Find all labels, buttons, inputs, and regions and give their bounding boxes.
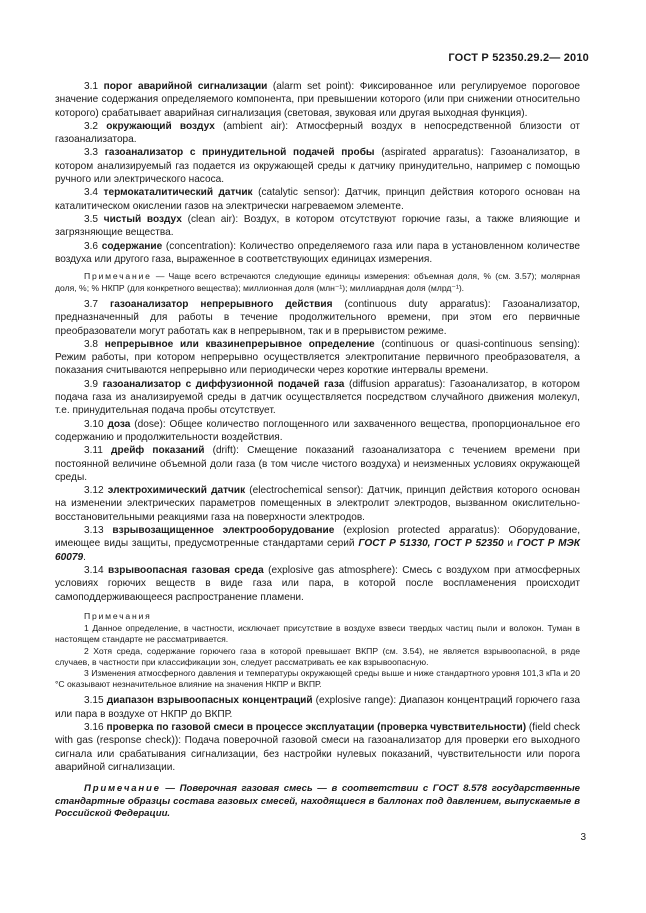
clause-number: 3.2 <box>84 120 107 132</box>
term: содержание <box>101 240 163 252</box>
definition-text: (concentration): Количество определяемого газа или пара в установленном количестве воздуха или другого газа, выраженное в соответствующих единицах измерения. <box>55 240 580 265</box>
page-number: 3 <box>580 832 586 843</box>
standard-reference: ГОСТ Р МЭК 60079 <box>55 538 580 563</box>
clause-number: 3.7 <box>84 298 110 310</box>
definition-3-13 <box>55 524 580 564</box>
document-body <box>55 80 580 820</box>
note-label: Примечание <box>84 783 161 795</box>
definition-text: (explosion protected apparatus): Оборудование, имеющее виды защиты, предусмотренные стандартами серий <box>55 525 581 550</box>
standard-reference: ГОСТ Р 51330, ГОСТ Р 52350 <box>358 538 504 550</box>
note-item: 3 Изменения атмосферного давления и температуры окружающей среды выше и ниже стандартного уровня 101,3 кПа и 20 °С оказывают незначительное влияние на значения НКПР и ВКПР. <box>55 668 580 690</box>
clause-number: 3.10 <box>84 418 108 430</box>
definition-text: и <box>503 538 517 550</box>
definition-3-12 <box>55 484 580 524</box>
clause-number: 3.15 <box>84 695 107 707</box>
definition-3-6 <box>55 240 580 267</box>
clause-number: 3.8 <box>84 338 105 350</box>
term: термокаталитический датчик <box>103 187 253 199</box>
definition-text: (aspirated apparatus): Газоанализатор, в котором анализируемый газ подается из окружающей среды к датчику принудительно, например с помощью ручного или электрического насоса. <box>55 147 580 186</box>
definition-3-4 <box>55 186 580 213</box>
term: диапазон взрывоопасных концентраций <box>106 695 313 707</box>
definition-text: (ambient air): Атмосферный воздух в непосредственной близости от газоанализатора. <box>55 120 581 146</box>
definition-3-7 <box>55 298 580 338</box>
definition-text: (diffusion apparatus): Газоанализатор, в котором подача газа из анализируемой среды в датчик осуществляется посредством случайного движения молекул, т.е. принудительная подача пробы отсутствует. <box>55 378 580 417</box>
term: порог аварийной сигнализации <box>103 81 268 92</box>
definition-3-1 <box>55 80 580 120</box>
clause-number: 3.16 <box>84 722 107 734</box>
term: доза <box>107 418 131 430</box>
note-calibration-gas <box>55 783 580 820</box>
definition-text: (dose): Общее количество поглощенного или захваченного вещества, пропорциональное его содержанию и продолжительности воздействия. <box>55 418 580 443</box>
definition-text: (drift): Смещение показаний газоанализатора с течением времени при постоянной величине объемной доли газа (в том числе чистого воздуха) и неизменных условиях окружающей среды. <box>55 445 580 483</box>
definition-3-3 <box>55 146 580 186</box>
definition-3-9 <box>55 378 580 418</box>
note-label: Примечание <box>84 271 152 282</box>
definition-text: (electrochemical sensor): Датчик, принцип действия которого основан на изменении электрических параметров помещенных в электролит электродов, вызванном окислительно-восстановительными реакциями газа на поверхности электродов. <box>55 485 580 523</box>
definition-3-2 <box>55 120 580 147</box>
term: чистый воздух <box>103 213 182 225</box>
term: дрейф показаний <box>111 445 205 457</box>
term: электрохимический датчик <box>107 485 246 497</box>
note-item: 1 Данное определение, в частности, исключает присутствие в воздухе взвеси твердых частиц пыли и волокон. Туман в настоящем стандарте не рассматривается. <box>55 623 580 645</box>
note-text: — Поверочная газовая смесь — в соответствии с ГОСТ 8.578 государственные стандартные образцы состава газовых смесей, находящиеся в баллонах под давлением, выпускаемые в Российской Федерации. <box>55 783 580 820</box>
definition-text: (explosive gas atmosphere): Смесь с воздухом при атмосферных условиях горючих веществ в виде газа или пара, в которой после воспламенения происходит самоподдерживающееся распространение пламени. <box>55 564 580 603</box>
clause-number: 3.3 <box>84 147 105 159</box>
definition-3-8 <box>55 338 580 378</box>
term: взрывоопасная газовая среда <box>107 564 264 576</box>
term: газоанализатор с принудительной подачей пробы <box>104 147 375 159</box>
definition-text: (clean air): Воздух, в котором отсутствуют горючие газы, а также влияющие и загрязняющие вещества. <box>55 213 581 239</box>
definition-3-16 <box>55 721 580 774</box>
note-units <box>55 271 580 294</box>
term: непрерывное или квазинепрерывное определение <box>104 338 375 350</box>
definition-text: . <box>83 551 86 563</box>
term: газоанализатор непрерывного действия <box>109 298 333 310</box>
definition-3-15 <box>55 694 580 721</box>
definition-3-11 <box>55 444 580 484</box>
clause-number: 3.1 <box>84 81 104 92</box>
clause-number: 3.5 <box>84 213 104 225</box>
term: газоанализатор с диффузионной подачей газа <box>102 378 345 390</box>
definition-text: (field check with gas (response check)): Подача поверочной газовой смеси на газоанализатор для проверки его выходного сигнала или срабатывания сигнализации, без настройки нулевых показаний, чувствительности или порога аварийной сигнализации. <box>55 722 581 773</box>
term: проверка по газовой смеси в процессе эксплуатации (проверка чувствительности) <box>106 722 527 734</box>
clause-number: 3.12 <box>84 485 108 497</box>
clause-number: 3.11 <box>84 445 112 457</box>
page-header: ГОСТ Р 52350.29.2— 2010 <box>448 52 589 64</box>
definition-3-5 <box>55 213 580 240</box>
note-text: — Чаще всего встречаются следующие единицы измерения: объемная доля, % (см. 3.57); молярная доля, %; % НКПР (для конкретного вещества); миллионная доля (млн⁻¹); миллиардная доля (млрд⁻¹). <box>55 271 580 293</box>
term: окружающий воздух <box>106 120 215 132</box>
notes-label: Примечания <box>84 610 152 621</box>
definition-text: (catalytic sensor): Датчик, принцип действия которого основан на каталитическом окислении газов на электрически нагреваемом элементе. <box>55 187 580 212</box>
definition-3-14 <box>55 564 580 604</box>
notes-heading <box>55 611 580 622</box>
note-item: 2 Хотя среда, содержание горючего газа в которой превышает ВКПР (см. 3.54), не является взрывоопасной, в ряде случаев, в частности при классификации зон, следует рассматривать ее как взрывоопасную. <box>55 645 580 667</box>
term: взрывозащищенное электрооборудование <box>112 525 335 537</box>
clause-number: 3.9 <box>84 378 103 390</box>
clause-number: 3.6 <box>84 240 102 252</box>
clause-number: 3.4 <box>84 187 104 199</box>
definition-text: (explosive range): Диапазон концентраций горючего газа или пара в воздухе от НКПР до ВКПР. <box>55 695 580 720</box>
definition-text: (alarm set point): Фиксированное или регулируемое пороговое значение содержания определяемого компонента, при превышении которого (или при снижении относительно которого) срабатывает аварийная сигнализация (световая, звуковая или другая выходная функция). <box>55 81 580 119</box>
definition-text: (continuous duty apparatus): Газоанализатор, предназначенный для работы в течение продолжительного времени, при этом его первичные преобразователи могут работать как в непрерывном, так и в прерывистом режиме. <box>55 298 580 337</box>
definition-text: (continuous or quasi-continuous sensing): Режим работы, при котором непрерывно осуществляется электропитание первичного преобразователя, а показания считываются непрерывно или периодически через короткие интервалы времени. <box>55 338 580 377</box>
clause-number: 3.14 <box>84 564 108 576</box>
clause-number: 3.13 <box>84 525 113 537</box>
definition-3-10 <box>55 418 580 445</box>
